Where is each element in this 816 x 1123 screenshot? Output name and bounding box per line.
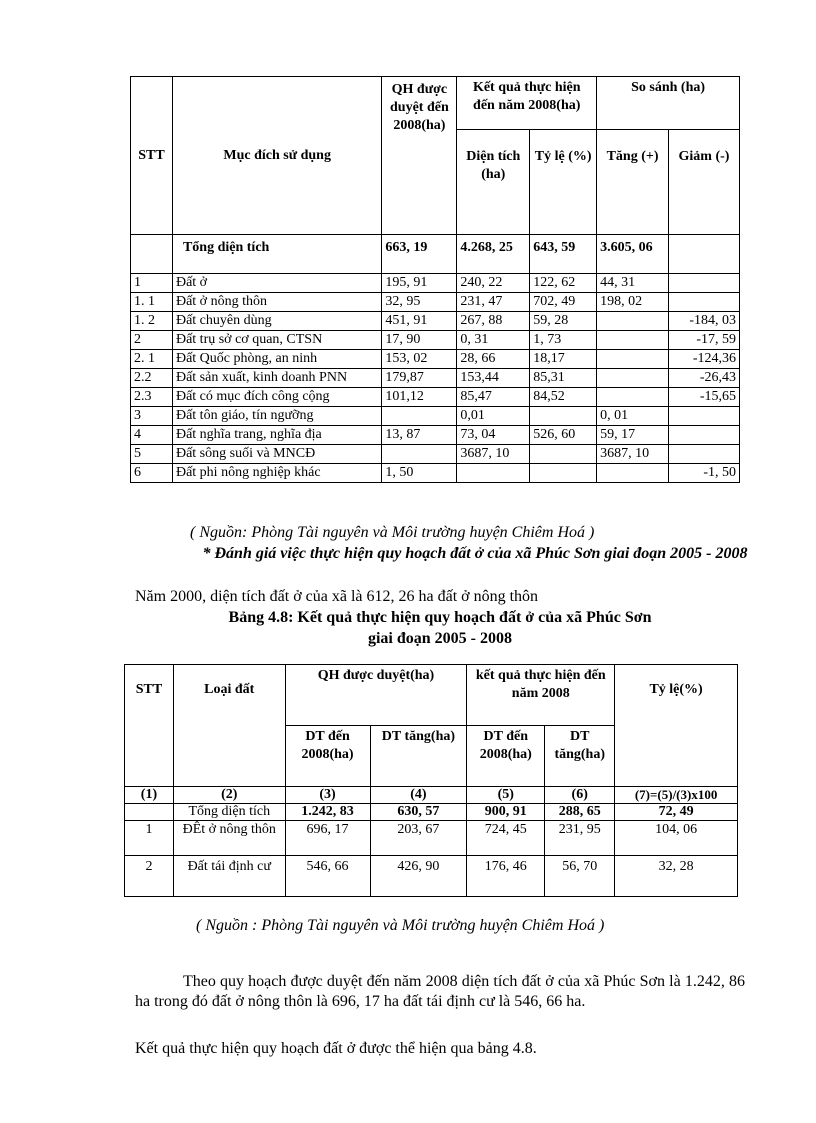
cell-ratio	[530, 445, 597, 464]
cell-inc	[597, 369, 669, 388]
cell-c6: 56, 70	[545, 856, 615, 897]
cell-area: 4.268, 25	[457, 235, 530, 274]
cell-stt: 2.2	[131, 369, 173, 388]
cell-plan: 13, 87	[382, 426, 457, 445]
cell-area: 240, 22	[457, 274, 530, 293]
header-increase: Tăng (+)	[597, 130, 669, 235]
cell-c7: 32, 28	[615, 856, 738, 897]
table-index-row	[125, 787, 738, 804]
body-paragraph-2: Kết quả thực hiện quy hoạch đất ở được thể hiện qua bảng 4.8.	[135, 1040, 537, 1057]
cell-dec	[669, 445, 740, 464]
cell-c7: 104, 06	[615, 821, 738, 856]
residential-land-table	[124, 664, 738, 897]
cell-plan: 1, 50	[382, 464, 457, 483]
cell-plan: 32, 95	[382, 293, 457, 312]
cell-dec	[669, 426, 740, 445]
cell-c5: 900, 91	[467, 804, 545, 821]
cell-ratio: 702, 49	[530, 293, 597, 312]
header-result: kết quả thực hiện đến năm 2008	[467, 665, 615, 726]
cell-dec	[669, 293, 740, 312]
cell-inc	[597, 388, 669, 407]
cell-ratio	[530, 464, 597, 483]
table-row	[131, 464, 740, 483]
cell-name: Đất sản xuất, kinh doanh PNN	[172, 369, 381, 388]
cell-dec: -184, 03	[669, 312, 740, 331]
table-row-total	[131, 235, 740, 274]
cell-ratio: 18,17	[530, 350, 597, 369]
index-cell: (1)	[125, 787, 174, 804]
cell-inc: 3.605, 06	[597, 235, 669, 274]
cell-area: 3687, 10	[457, 445, 530, 464]
index-cell: (4)	[370, 787, 467, 804]
cell-stt: 5	[131, 445, 173, 464]
source-note-1: ( Nguồn: Phòng Tài nguyên và Môi trường huyện Chiêm Hoá )	[190, 524, 595, 541]
cell-name: Tổng diện tích	[172, 235, 381, 274]
cell-inc: 59, 17	[597, 426, 669, 445]
header-plan: QH được duyệt(ha)	[285, 665, 467, 726]
cell-stt: 1	[125, 821, 174, 856]
cell-stt: 2	[125, 856, 174, 897]
cell-area: 153,44	[457, 369, 530, 388]
table2-title-line2: giai đoạn 2005 - 2008	[367, 630, 512, 647]
cell-inc	[597, 350, 669, 369]
header-ratio: Tỷ lệ (%)	[530, 130, 597, 235]
table-row	[131, 350, 740, 369]
header-ratio: Tỷ lệ(%)	[615, 665, 738, 787]
cell-c3: 696, 17	[285, 821, 370, 856]
cell-dec: -15,65	[669, 388, 740, 407]
header-dt-inc2: DT tăng(ha)	[545, 726, 615, 787]
cell-stt: 1. 1	[131, 293, 173, 312]
index-cell: (2)	[173, 787, 285, 804]
header-purpose: Mục đích sử dụng	[172, 77, 381, 235]
cell-dec	[669, 407, 740, 426]
cell-area: 85,47	[457, 388, 530, 407]
cell-name: Đất có mục đích công cộng	[172, 388, 381, 407]
cell-plan: 195, 91	[382, 274, 457, 293]
cell-name: Đất ở nông thôn	[172, 293, 381, 312]
cell-area: 28, 66	[457, 350, 530, 369]
cell-c3: 546, 66	[285, 856, 370, 897]
cell-plan: 451, 91	[382, 312, 457, 331]
land-use-table	[130, 76, 740, 483]
index-cell: (6)	[545, 787, 615, 804]
table-row	[131, 274, 740, 293]
cell-area: 0, 31	[457, 331, 530, 350]
cell-name: Đất ở	[172, 274, 381, 293]
header-area: Diện tích (ha)	[457, 130, 530, 235]
intro-line: Năm 2000, diện tích đất ở của xã là 612, 26 ha đất ở nông thôn	[135, 588, 539, 605]
cell-name: Đất Quốc phòng, an ninh	[172, 350, 381, 369]
cell-dec	[669, 235, 740, 274]
cell-stt	[131, 235, 173, 274]
cell-plan	[382, 445, 457, 464]
cell-dec: -26,43	[669, 369, 740, 388]
table-row	[125, 856, 738, 897]
cell-name: Đất nghĩa trang, nghĩa địa	[172, 426, 381, 445]
index-cell: (7)=(5)/(3)x100	[615, 787, 738, 804]
cell-area: 73, 04	[457, 426, 530, 445]
header-stt: STT	[131, 77, 173, 235]
cell-name: Đất tái định cư	[173, 856, 285, 897]
header-result: Kết quả thực hiện đến năm 2008(ha)	[457, 77, 597, 130]
cell-dec	[669, 274, 740, 293]
cell-area: 267, 88	[457, 312, 530, 331]
cell-c7: 72, 49	[615, 804, 738, 821]
cell-name: Tổng diện tích	[173, 804, 285, 821]
cell-dec: -124,36	[669, 350, 740, 369]
header-land: Loại đất	[173, 665, 285, 787]
cell-name: Đất phi nông nghiệp khác	[172, 464, 381, 483]
cell-stt: 1. 2	[131, 312, 173, 331]
cell-inc	[597, 331, 669, 350]
cell-plan: 101,12	[382, 388, 457, 407]
cell-stt: 2.3	[131, 388, 173, 407]
table-row	[131, 369, 740, 388]
table-row	[131, 407, 740, 426]
cell-inc: 44, 31	[597, 274, 669, 293]
cell-c3: 1.242, 83	[285, 804, 370, 821]
header-decrease: Giảm (-)	[669, 130, 740, 235]
cell-plan	[382, 407, 457, 426]
cell-inc: 3687, 10	[597, 445, 669, 464]
cell-c5: 176, 46	[467, 856, 545, 897]
header-dt-inc: DT tăng(ha)	[370, 726, 467, 787]
cell-c4: 426, 90	[370, 856, 467, 897]
cell-c4: 630, 57	[370, 804, 467, 821]
cell-inc	[597, 464, 669, 483]
index-cell: (5)	[467, 787, 545, 804]
cell-plan: 179,87	[382, 369, 457, 388]
section-heading: * Đánh giá việc thực hiện quy hoạch đất ở của xã Phúc Sơn giai đoạn 2005 - 2008	[202, 545, 748, 562]
cell-stt: 2. 1	[131, 350, 173, 369]
cell-area: 231, 47	[457, 293, 530, 312]
index-cell: (3)	[285, 787, 370, 804]
cell-ratio: 643, 59	[530, 235, 597, 274]
table-row	[131, 331, 740, 350]
table-row	[131, 445, 740, 464]
header-plan: QH được duyệt đến 2008(ha)	[382, 77, 457, 235]
cell-ratio: 1, 73	[530, 331, 597, 350]
cell-ratio: 85,31	[530, 369, 597, 388]
table-row-total	[125, 804, 738, 821]
cell-ratio: 84,52	[530, 388, 597, 407]
cell-c5: 724, 45	[467, 821, 545, 856]
header-dt-to2: DT đến 2008(ha)	[467, 726, 545, 787]
cell-ratio	[530, 407, 597, 426]
cell-name: ĐÊt ở nông thôn	[173, 821, 285, 856]
cell-area	[457, 464, 530, 483]
cell-plan: 153, 02	[382, 350, 457, 369]
header-dt-to: DT đến 2008(ha)	[285, 726, 370, 787]
cell-ratio: 122, 62	[530, 274, 597, 293]
cell-c6: 288, 65	[545, 804, 615, 821]
table-row	[131, 388, 740, 407]
table2-title-line1: Bảng 4.8: Kết quả thực hiện quy hoạch đất ở của xã Phúc Sơn	[228, 609, 652, 626]
cell-plan: 17, 90	[382, 331, 457, 350]
cell-name: Đất chuyên dùng	[172, 312, 381, 331]
cell-ratio: 526, 60	[530, 426, 597, 445]
cell-ratio: 59, 28	[530, 312, 597, 331]
body-paragraph-1: Theo quy hoạch được duyệt đến năm 2008 diện tích đất ở của xã Phúc Sơn là 1.242, 86 ha trong đó đất ở nông thôn là 696, 17 ha đất tái định cư là 546, 66 ha.	[135, 973, 745, 1010]
cell-stt: 2	[131, 331, 173, 350]
cell-name: Đất trụ sở cơ quan, CTSN	[172, 331, 381, 350]
cell-c6: 231, 95	[545, 821, 615, 856]
cell-dec: -1, 50	[669, 464, 740, 483]
cell-plan: 663, 19	[382, 235, 457, 274]
cell-stt	[125, 804, 174, 821]
table-row	[125, 821, 738, 856]
cell-inc: 198, 02	[597, 293, 669, 312]
cell-c4: 203, 67	[370, 821, 467, 856]
cell-stt: 4	[131, 426, 173, 445]
header-compare: So sánh (ha)	[597, 77, 740, 130]
header-stt: STT	[125, 665, 174, 787]
cell-stt: 1	[131, 274, 173, 293]
cell-area: 0,01	[457, 407, 530, 426]
table-row	[131, 426, 740, 445]
cell-dec: -17, 59	[669, 331, 740, 350]
cell-name: Đất tôn giáo, tín ngưỡng	[172, 407, 381, 426]
cell-stt: 6	[131, 464, 173, 483]
cell-inc	[597, 312, 669, 331]
table-row	[131, 312, 740, 331]
cell-stt: 3	[131, 407, 173, 426]
source-note-2: ( Nguồn : Phòng Tài nguyên và Môi trường huyện Chiêm Hoá )	[196, 917, 605, 934]
cell-name: Đất sông suối và MNCĐ	[172, 445, 381, 464]
table-row	[131, 293, 740, 312]
cell-inc: 0, 01	[597, 407, 669, 426]
